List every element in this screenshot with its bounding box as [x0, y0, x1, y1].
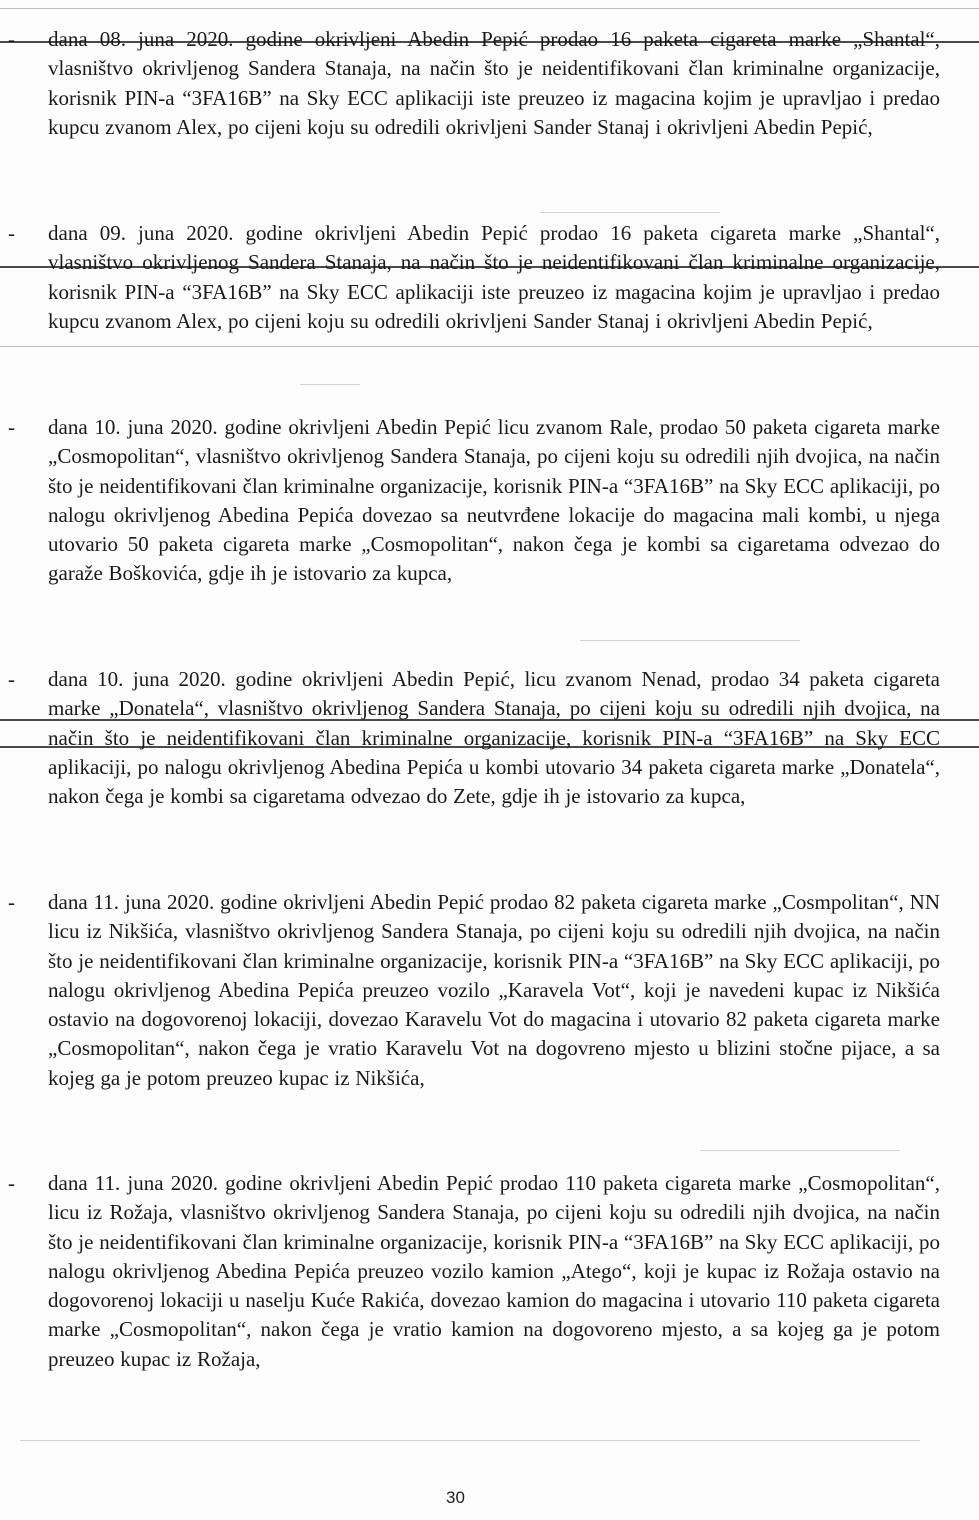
page-number: 30 [446, 1488, 465, 1507]
list-item-text: dana 10. juna 2020. godine okrivljeni Abedin Pepić, licu zvanom Nenad, prodao 34 paketa cigareta marke „Donatela“, vlasništvo okrivljenog Sandera Stanaja, po cijeni koju su odredili njih dvojica, na način što je neidentifikovani član kriminalne organizacije, korisnik PIN-a “3FA16B” na Sky ECC aplikaciji, po nalogu okrivljenog Abedina Pepića u kombi utovario 34 paketa cigareta marke „Donatela“, nakon čega je kombi sa cigaretama odvezao do Zete, gdje ih je istovario za kupca, [48, 667, 940, 809]
list-bullet: - [8, 667, 15, 691]
scan-noise [540, 212, 720, 213]
scan-noise [700, 1150, 900, 1151]
list-bullet: - [8, 221, 15, 245]
list-item-text: dana 09. juna 2020. godine okrivljeni Abedin Pepić prodao 16 paketa cigareta marke „Shantal“, vlasništvo okrivljenog Sandera Stanaja, na način što je neidentifikovani član kriminalne organizacije, korisnik PIN-a “3FA16B” na Sky ECC aplikaciji iste preuzeo iz magacina kojim je upravljao i predao kupcu zvanom Alex, po cijeni koju su odredili okrivljeni Sander Stanaj i okrivljeni Abedin Pepić, [48, 221, 940, 333]
list-item-text: dana 10. juna 2020. godine okrivljeni Abedin Pepić licu zvanom Rale, prodao 50 paketa cigareta marke „Cosmopolitan“, vlasništvo okrivljenog Sandera Stanaja, po cijeni koju su odredili njih dvojica, na način što je neidentifikovani član kriminalne organizacije, korisnik PIN-a “3FA16B” na Sky ECC aplikaciji, po nalogu okrivljenog Abedina Pepića dovezao sa neutvrđene lokacije do magacina mali kombi, u njega utovario 50 paketa cigareta marke „Cosmopolitan“, nakon čega je kombi sa cigaretama odvezao do garaže Boškovića, gdje ih je istovario za kupca, [48, 415, 940, 586]
scan-noise [300, 384, 360, 385]
scan-noise [580, 640, 800, 641]
list-bullet: - [8, 1171, 15, 1195]
list-item-text: dana 08. juna 2020. godine okrivljeni Abedin Pepić prodao 16 paketa cigareta marke „Shantal“, vlasništvo okrivljenog Sandera Stanaja, na način što je neidentifikovani član kriminalne organizacije, korisnik PIN-a “3FA16B” na Sky ECC aplikaciji iste preuzeo iz magacina kojim je upravljao i predao kupcu zvanom Alex, po cijeni koju su odredili okrivljeni Sander Stanaj i okrivljeni Abedin Pepić, [48, 27, 940, 139]
list-bullet: - [8, 415, 15, 439]
list-item-text: dana 11. juna 2020. godine okrivljeni Abedin Pepić prodao 82 paketa cigareta marke „Cosmpolitan“, NN licu iz Nikšića, vlasništvo okrivljenog Sandera Stanaja, po cijeni koju su odredili njih dvojica, na način što je neidentifikovani član kriminalne organizacije, korisnik PIN-a “3FA16B” na Sky ECC aplikaciji, po nalogu okrivljenog Abedina Pepića preuzeo vozilo „Karavela Vot“, koji je navedeni kupac iz Nikšića ostavio na dogovorenoj lokaciji, dovezao Karavelu Vot do magacina i utovario 82 paketa cigareta marke „Cosmopolitan“, nakon čega je vratio Karavelu Vot na dogovreno mjesto u blizini stočne pijace, a sa kojeg ga je potom preuzeo kupac iz Nikšića, [48, 890, 940, 1090]
list-bullet: - [8, 27, 15, 51]
list-bullet: - [8, 890, 15, 914]
scan-artifact-line [0, 346, 979, 347]
scan-noise [20, 1440, 920, 1441]
scan-artifact-line [0, 8, 979, 9]
list-item-text: dana 11. juna 2020. godine okrivljeni Abedin Pepić prodao 110 paketa cigareta marke „Cosmopolitan“, licu iz Rožaja, vlasništvo okrivljenog Sandera Stanaja, po cijeni koju su odredili njih dvojica, na način što je neidentifikovani član kriminalne organizacije, korisnik PIN-a “3FA16B” na Sky ECC aplikaciji, po nalogu okrivljenog Abedina Pepića preuzeo vozilo kamion „Atego“, koji je kupac iz Rožaja ostavio na dogovorenoj lokaciji u naselju Kuće Rakića, dovezao kamion do magacina i utovario 110 paketa cigareta marke „Cosmopolitan“, nakon čega je vratio kamion na dogovoreno mjesto, a sa kojeg ga je potom preuzeo kupac iz Rožaja, [48, 1171, 940, 1371]
